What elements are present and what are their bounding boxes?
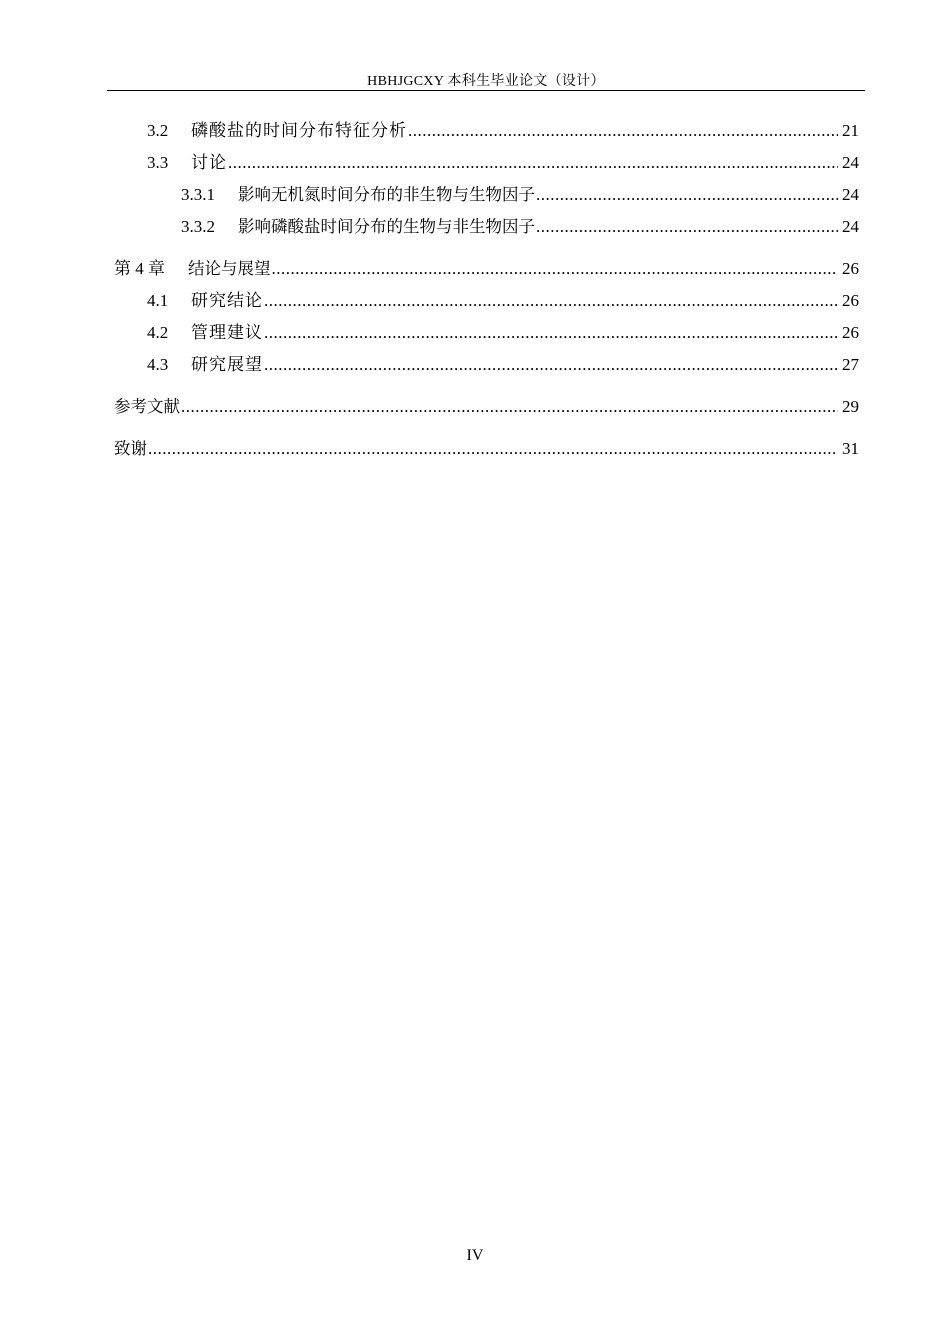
- toc-entry-number: 3.3: [147, 153, 169, 172]
- toc-entry-page: 24: [842, 185, 859, 204]
- toc-entry-acknowledgements[interactable]: [114, 435, 859, 467]
- toc-entry-page: 24: [842, 217, 859, 236]
- toc-entry-title: 影响无机氮时间分布的非生物与生物因子: [238, 185, 535, 204]
- toc-entry-title: 影响磷酸盐时间分布的生物与非生物因子: [238, 217, 535, 236]
- dot-leader: [264, 351, 838, 379]
- toc-entry-title: 管理建议: [191, 323, 263, 342]
- toc-entry-title: 结论与展望: [188, 259, 271, 278]
- toc-entry-number: 4.3: [147, 355, 169, 374]
- toc-entry-number: 4.1: [147, 291, 169, 310]
- toc-entry-page: 24: [842, 153, 859, 172]
- dot-leader: [408, 117, 838, 145]
- dot-leader: [536, 181, 838, 209]
- header-divider: [107, 90, 865, 91]
- toc-entry-title: 研究结论: [191, 291, 263, 310]
- toc-entry-chapter-4[interactable]: [114, 255, 859, 287]
- dot-leader: [536, 213, 838, 241]
- toc-entry-title: 致谢: [114, 439, 147, 458]
- toc-entry-4-2[interactable]: [114, 319, 859, 351]
- toc-entry-references[interactable]: [114, 393, 859, 425]
- toc-entry-page: 21: [842, 121, 859, 140]
- toc-entry-page: 26: [842, 291, 859, 310]
- toc-entry-title: 参考文献: [114, 397, 180, 416]
- toc-entry-title: 讨论: [191, 153, 227, 172]
- toc-entry-title: 研究展望: [191, 355, 263, 374]
- dot-leader: [264, 319, 838, 347]
- toc-entry-3-3-1[interactable]: [114, 181, 859, 213]
- dot-leader: [148, 435, 838, 463]
- toc-entry-page: 31: [842, 439, 859, 458]
- toc-entry-page: 26: [842, 259, 859, 278]
- toc-entry-number: 3.3.2: [181, 217, 215, 236]
- toc-entry-number: 3.3.1: [181, 185, 215, 204]
- toc-entry-title: 磷酸盐的时间分布特征分析: [191, 121, 407, 140]
- toc-entry-4-3[interactable]: [114, 351, 859, 383]
- dot-leader: [264, 287, 838, 315]
- page-header: HBHJGCXY 本科生毕业论文（设计）: [367, 74, 605, 89]
- page-number: IV: [466, 1247, 484, 1264]
- toc-entry-3-2[interactable]: [114, 117, 859, 149]
- toc-entry-page: 29: [842, 397, 859, 416]
- toc-entry-number: 3.2: [147, 121, 169, 140]
- toc-entry-4-1[interactable]: [114, 287, 859, 319]
- dot-leader: [181, 393, 838, 421]
- toc-entry-3-3[interactable]: [114, 149, 859, 181]
- toc-entry-3-3-2[interactable]: [114, 213, 859, 245]
- toc-entry-number: 第 4 章: [114, 259, 165, 278]
- dot-leader: [272, 255, 839, 283]
- toc-entry-page: 27: [842, 355, 859, 374]
- dot-leader: [228, 149, 838, 177]
- toc-entry-number: 4.2: [147, 323, 169, 342]
- table-of-contents: [114, 117, 859, 467]
- toc-entry-page: 26: [842, 323, 859, 342]
